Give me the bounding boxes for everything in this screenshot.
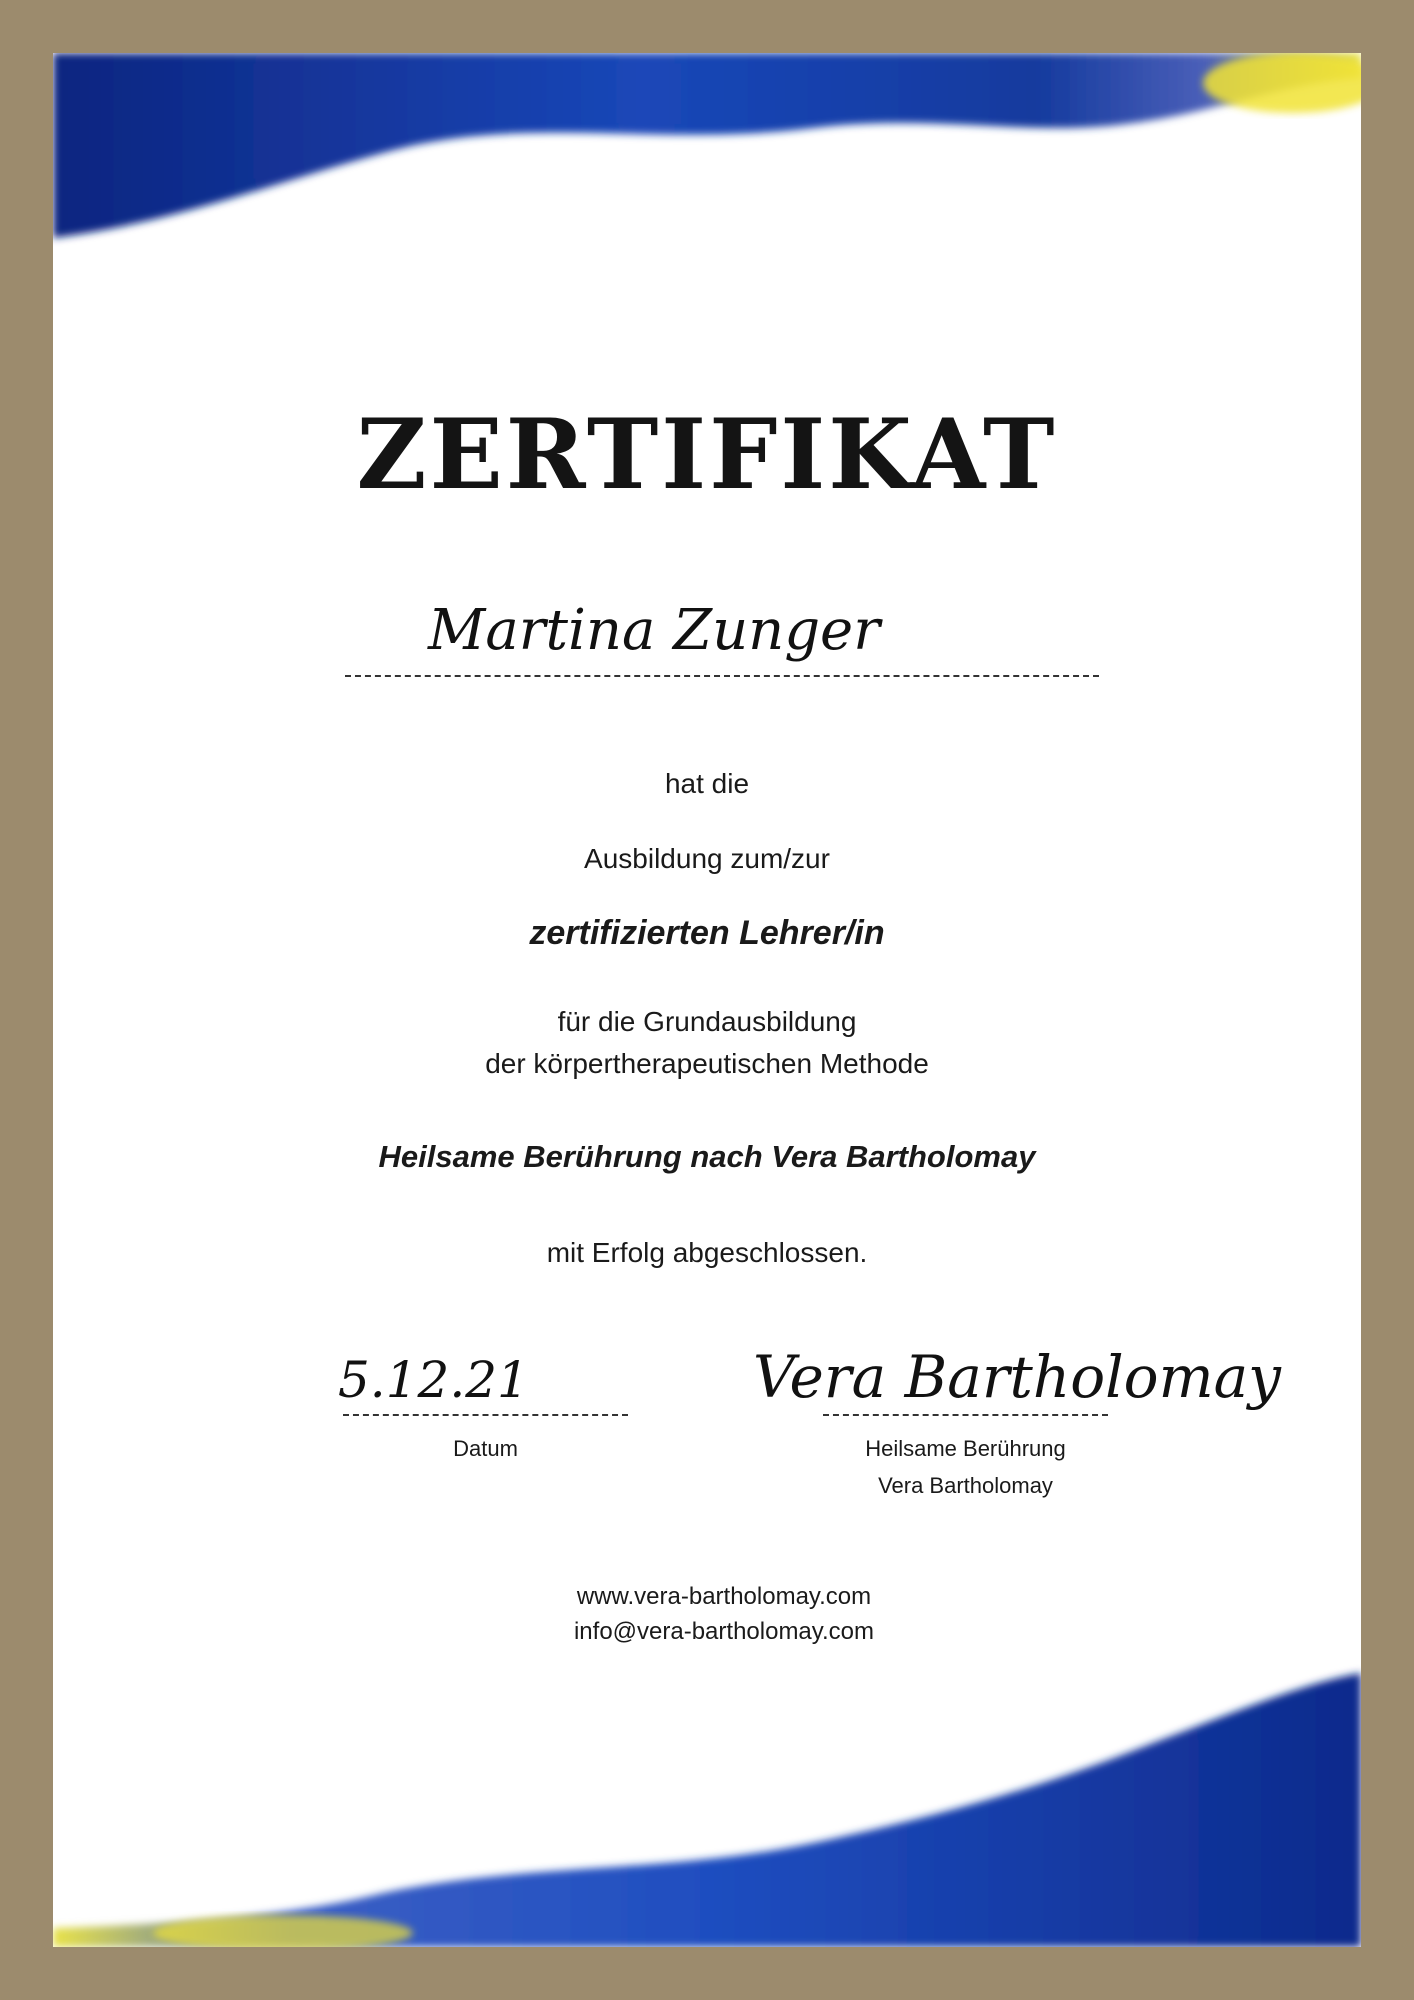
certificate-paper <box>53 53 1361 1947</box>
email-link[interactable]: info@vera-bartholomay.com <box>573 1618 875 1645</box>
text-line-1: hat die <box>664 768 750 799</box>
bottom-paint-wash <box>53 1673 1361 1947</box>
signature: Vera Bartholomay <box>753 1343 1281 1411</box>
text-line-5: mit Erfolg abgeschlossen. <box>546 1237 868 1268</box>
date-dashed-line <box>343 1414 628 1416</box>
signature-dashed-line <box>823 1414 1108 1416</box>
certificate-title: ZERTIFIKAT <box>356 398 1058 511</box>
top-paint-wash <box>53 53 1361 238</box>
signer-line-1: Heilsame Berührung <box>865 1436 1066 1461</box>
qualification: zertifizierten Lehrer/in <box>529 914 885 952</box>
date-label: Datum <box>453 1436 518 1461</box>
watercolor-decoration <box>53 53 1361 1947</box>
text-line-4: der körpertherapeutischen Methode <box>485 1048 929 1079</box>
text-line-3: für die Grundausbildung <box>557 1006 857 1037</box>
text-line-2: Ausbildung zum/zur <box>584 843 830 874</box>
name-dashed-line <box>345 675 1099 677</box>
signer-line-2: Vera Bartholomay <box>878 1473 1053 1498</box>
date-handwritten: 5.12.21 <box>338 1351 529 1409</box>
website-link[interactable]: www.vera-bartholomay.com <box>576 1583 872 1610</box>
method-name: Heilsame Berührung nach Vera Bartholomay <box>378 1139 1036 1174</box>
recipient-name: Martina Zunger <box>428 598 880 663</box>
